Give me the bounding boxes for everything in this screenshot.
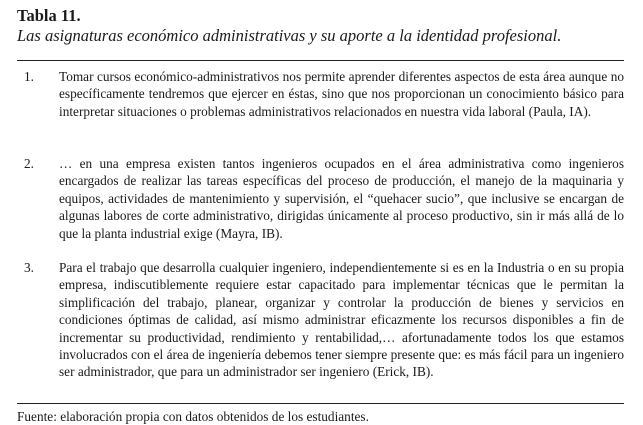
- quote-number: 1.: [24, 69, 34, 84]
- table-subtitle: Las asignaturas económico administrativas y su aporte a la identidad profesional.: [17, 26, 562, 45]
- quote-text: Para el trabajo que desarrolla cualquier ingeniero, independientemente si es en la Industria o en su propia empresa, indiscutiblemente requiere estar capacitado para implementar técnicas que le permitan la simplificación del trabajo, planear, organizar y controlar la producción de bienes y servicios en condiciones óptimas de calidad, así mismo administrar eficazmente los recursos disponibles a fin de incrementar su productividad, rendimiento y rentabilidad,… afortunadamente todos los que estamos involucrados con el área de ingeniería debemos tener siempre presente que: es más fácil para un ingeniero ser administrador, que para un administrador ser ingeniero (Erick, IB).: [59, 260, 624, 380]
- quote-item: [17, 259, 624, 381]
- quote-item: [17, 155, 624, 242]
- source-note: Fuente: elaboración propia con datos obtenidos de los estudiantes.: [17, 409, 369, 424]
- table-title: Tabla 11.: [17, 6, 81, 25]
- document-page: [17, 6, 624, 424]
- quote-item: [17, 68, 624, 120]
- quote-number: 3.: [24, 260, 34, 275]
- quote-text: Tomar cursos económico-administrativos nos permite aprender diferentes aspectos de esta área aunque no específicamente tendremos que ejercer en éstas, sino que nos proporcionan un conocimiento básico para interpretar situaciones o problemas administrativos relacionados en nuestra vida laboral (Paula, IA).: [59, 69, 624, 119]
- table-bottom-rule: [17, 403, 624, 404]
- table-top-rule: [17, 60, 624, 61]
- quote-number: 2.: [24, 156, 34, 171]
- quote-text: … en una empresa existen tantos ingenieros ocupados en el área administrativa como ingenieros encargados de realizar las tareas específicas del proceso de producción, el manejo de la maquinaria y equipos, actividades de mantenimiento y supervisión, el “quehacer sucio”, que inclusive se encargan de algunas labores de corte administrativo, dirigidas únicamente al proceso productivo, sin ir más allá de lo que la planta industrial exige (Mayra, IB).: [59, 156, 624, 241]
